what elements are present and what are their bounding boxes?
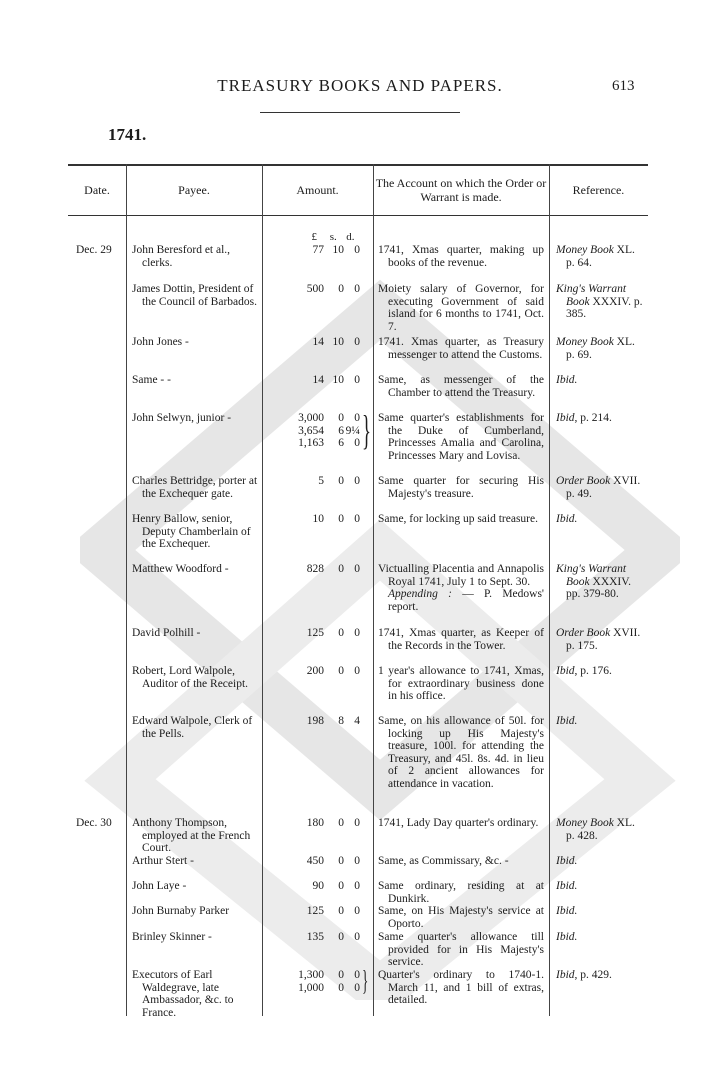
row-reference — [556, 855, 646, 868]
row-payee: John Jones - — [132, 336, 189, 348]
account-text: Same, as Commissary, &c. - — [378, 855, 509, 867]
pence-unit: d. — [346, 231, 355, 243]
reference-detail: XXXIV. pp. 379-80. — [566, 575, 631, 600]
amount-brace: } — [362, 407, 371, 453]
page-number: 613 — [612, 78, 635, 94]
row-payee: Matthew Woodford - — [132, 563, 229, 575]
row-amount — [280, 475, 360, 488]
row-account — [378, 715, 544, 790]
row-amount — [280, 563, 360, 576]
column-header-reference: Reference. — [572, 183, 625, 198]
row-payee: Robert, Lord Walpole, Auditor of the Receipt. — [132, 665, 249, 690]
amount-shillings: 10 — [332, 244, 344, 256]
reference-book: Ibid. — [556, 715, 578, 727]
amount-pounds: 1,163 — [298, 437, 324, 449]
row-payee: John Burnaby Parker — [132, 905, 230, 917]
amount-pence: 0 — [354, 665, 360, 677]
amount-line — [280, 969, 360, 982]
amount-line — [280, 563, 360, 576]
row-account — [378, 283, 544, 333]
row-account — [378, 855, 544, 868]
amount-pence: 0 — [354, 627, 360, 639]
year-heading: 1741. — [108, 125, 147, 144]
row-reference — [556, 336, 646, 361]
amount-shillings: 10 — [332, 374, 344, 386]
amount-shillings: 6 — [338, 437, 344, 449]
amount-pounds: 200 — [306, 665, 324, 677]
reference-detail: , p. 429. — [574, 969, 612, 981]
row-reference — [556, 563, 646, 601]
column-header-amount: Amount. — [296, 183, 339, 198]
appending-text: — P. Medows' report. — [388, 588, 544, 613]
reference-detail: , p. 176. — [574, 665, 612, 677]
row-amount — [280, 931, 360, 944]
row-reference — [556, 969, 646, 982]
amount-pounds: 3,654 — [298, 424, 324, 437]
row-payee: Henry Ballow, senior, Deputy Chamberlain of the Exchequer. — [132, 513, 251, 550]
row-account — [378, 412, 544, 462]
amount-shillings: 0 — [338, 817, 344, 829]
row-amount — [280, 965, 369, 997]
amount-pounds: 1,000 — [298, 981, 324, 994]
account-text: Same, as messenger of the Chamber to attend the Treasury. — [378, 374, 544, 399]
row-account — [378, 880, 544, 905]
amount-pence: 0 — [354, 563, 360, 575]
reference-book: Order Book — [556, 627, 611, 639]
amount-shillings: 0 — [338, 880, 344, 892]
column-divider — [262, 164, 263, 1016]
amount-pounds: 198 — [306, 715, 324, 727]
row-reference — [556, 880, 646, 893]
reference-book: Order Book — [556, 475, 611, 487]
row-amount — [280, 905, 360, 918]
row-amount — [280, 855, 360, 868]
column-divider — [549, 164, 550, 1016]
account-text: Same, for locking up said treasure. — [378, 513, 538, 525]
amount-line — [280, 336, 360, 349]
amount-pounds: 90 — [312, 880, 324, 892]
row-payee: John Laye - — [132, 880, 187, 892]
amount-line — [280, 931, 360, 944]
amount-pounds: 125 — [306, 905, 324, 917]
row-payee: Anthony Thompson, employed at the French Court. — [132, 817, 251, 854]
row-amount — [280, 336, 360, 349]
amount-shillings: 8 — [338, 715, 344, 727]
row-reference — [556, 244, 646, 269]
amount-line — [280, 374, 360, 387]
amount-line — [280, 244, 360, 257]
row-amount — [280, 817, 360, 830]
amount-pounds: 828 — [306, 563, 324, 575]
reference-book: Money Book — [556, 244, 614, 256]
row-amount — [280, 244, 360, 257]
row-payee: James Dottin, President of the Council of Barbados. — [132, 283, 257, 308]
appending-label: Appending : — [388, 588, 452, 600]
amount-pounds: 77 — [312, 244, 324, 256]
amount-pounds: 3,000 — [298, 412, 324, 424]
amount-pounds: 125 — [306, 627, 324, 639]
amount-pounds: 180 — [306, 817, 324, 829]
row-amount — [280, 627, 360, 640]
account-text: Same quarter's establishments for the Duke of Cumberland, Princesses Amalia and Carolina, Princesses Mary and Lovisa. — [378, 412, 544, 462]
reference-detail: XL. p. 64. — [566, 244, 635, 269]
amount-pence: 0 — [354, 905, 360, 917]
row-account — [378, 244, 544, 269]
row-reference — [556, 905, 646, 918]
amount-shillings: 6 — [338, 424, 344, 437]
row-account — [378, 513, 544, 526]
account-text: 1741, Xmas quarter, as Keeper of the Records in the Tower. — [378, 627, 544, 652]
row-account — [378, 563, 544, 613]
row-account — [378, 905, 544, 930]
column-header-date: Date. — [84, 183, 110, 198]
row-reference — [556, 475, 646, 500]
amount-pence: 4 — [354, 715, 360, 727]
reference-book: Ibid. — [556, 905, 578, 917]
amount-pence: 0 — [354, 374, 360, 386]
amount-line — [280, 425, 360, 438]
currency-units — [300, 231, 355, 243]
amount-pence: 0 — [354, 283, 360, 295]
table-top-rule — [68, 164, 648, 166]
account-text: 1741, Xmas quarter, making up books of the revenue. — [378, 244, 544, 269]
row-amount — [280, 715, 360, 728]
amount-pence: 0 — [354, 981, 360, 994]
row-reference — [556, 931, 646, 944]
row-amount — [280, 374, 360, 387]
row-amount — [280, 513, 360, 526]
row-account — [378, 475, 544, 500]
amount-line — [280, 905, 360, 918]
amount-shillings: 0 — [338, 931, 344, 943]
row-date: Dec. 30 — [76, 817, 112, 829]
amount-pence: 0 — [354, 437, 360, 449]
account-text: Same quarter for securing His Majesty's treasure. — [378, 475, 544, 500]
account-text: Same ordinary, residing at at Dunkirk. — [378, 880, 544, 905]
account-text: Same, on His Majesty's service at Oporto. — [378, 905, 544, 930]
amount-line — [280, 715, 360, 728]
amount-shillings: 0 — [338, 969, 344, 981]
amount-pounds: 14 — [312, 336, 324, 348]
reference-detail: , p. 214. — [574, 412, 612, 424]
row-payee: Same - - — [132, 374, 171, 386]
account-text: 1741. Xmas quarter, as Treasury messenger to attend the Customs. — [378, 336, 544, 361]
reference-book: Money Book — [556, 817, 614, 829]
amount-shillings: 0 — [338, 563, 344, 575]
row-payee: Brinley Skinner - — [132, 931, 212, 943]
amount-line — [280, 283, 360, 296]
amount-pounds: 135 — [306, 931, 324, 943]
amount-pence: 0 — [354, 969, 360, 981]
row-reference — [556, 715, 646, 728]
account-text: Same, on his allowance of 50l. for locking up His Majesty's treasure, 100l. for attending the Treasury, and 45l. 8s. 4d. in lieu of 2 ancient allowances for attendance in vacation. — [378, 715, 544, 790]
amount-shillings: 0 — [338, 665, 344, 677]
row-reference — [556, 665, 646, 678]
amount-pence: 0 — [354, 475, 360, 487]
row-account — [378, 627, 544, 652]
pounds-unit: £ — [311, 231, 317, 243]
amount-pence: 0 — [354, 244, 360, 256]
account-text: Same quarter's allowance till provided for in His Majesty's service. — [378, 931, 544, 968]
amount-shillings: 0 — [338, 855, 344, 867]
amount-shillings: 0 — [338, 513, 344, 525]
row-account — [378, 336, 544, 361]
amount-line — [280, 817, 360, 830]
account-text: Moiety salary of Governor, for executing Government of said island for 6 months to 1741, Oct. 7. — [378, 283, 544, 333]
reference-detail: XVII. p. 49. — [566, 475, 641, 500]
row-account — [378, 931, 544, 969]
amount-line — [280, 475, 360, 488]
amount-brace: } — [362, 965, 369, 997]
amount-pence: 0 — [354, 817, 360, 829]
reference-book: Ibid. — [556, 855, 578, 867]
account-text: 1741, Lady Day quarter's ordinary. — [378, 817, 539, 829]
amount-line — [280, 855, 360, 868]
row-payee: John Beresford et al., clerks. — [132, 244, 231, 269]
reference-detail: XL. p. 69. — [566, 336, 635, 361]
amount-shillings: 0 — [338, 627, 344, 639]
row-reference — [556, 412, 646, 425]
reference-book: King's Warrant Book — [556, 563, 627, 588]
header-rule — [260, 112, 460, 113]
table-header-rule — [68, 215, 648, 216]
amount-pence: 0 — [354, 880, 360, 892]
row-reference — [556, 817, 646, 842]
row-reference — [556, 627, 646, 652]
amount-line — [280, 982, 360, 995]
reference-detail: XVII. p. 175. — [566, 627, 641, 652]
column-header-payee: Payee. — [178, 183, 210, 198]
account-text: Victualling Placentia and Annapolis Royal 1741, July 1 to Sept. 30. — [378, 563, 544, 588]
column-header-account: The Account on which the Order or Warrant is made. — [375, 176, 547, 204]
amount-shillings: 0 — [338, 412, 344, 424]
reference-book: Ibid. — [556, 931, 578, 943]
amount-line — [280, 437, 360, 450]
row-amount — [280, 407, 371, 453]
amount-pence: 9¼ — [345, 424, 360, 437]
amount-shillings: 0 — [338, 283, 344, 295]
row-amount — [280, 880, 360, 893]
row-payee: Charles Bettridge, porter at the Exchequer gate. — [132, 475, 258, 500]
amount-pence: 0 — [354, 412, 360, 424]
row-payee: David Polhill - — [132, 627, 201, 639]
row-amount — [280, 283, 360, 296]
amount-shillings: 10 — [332, 336, 344, 348]
reference-book: Money Book — [556, 336, 614, 348]
reference-book: Ibid — [556, 969, 575, 981]
amount-shillings: 0 — [338, 475, 344, 487]
account-text: 1 year's allowance to 1741, Xmas, for extraordinary business done in his office. — [378, 665, 544, 702]
row-payee: Executors of Earl Waldegrave, late Ambassador, &c. to France. — [132, 969, 234, 1019]
reference-detail: XL. p. 428. — [566, 817, 635, 842]
amount-pounds: 500 — [306, 283, 324, 295]
reference-detail: XXXIV. p. 385. — [566, 295, 643, 320]
running-title: TREASURY BOOKS AND PAPERS. — [217, 76, 503, 95]
row-payee: John Selwyn, junior - — [132, 412, 232, 424]
amount-line — [280, 665, 360, 678]
amount-pence: 0 — [354, 336, 360, 348]
amount-pounds: 450 — [306, 855, 324, 867]
row-payee: Arthur Stert - — [132, 855, 194, 867]
amount-shillings: 0 — [338, 981, 344, 994]
reference-book: King's Warrant Book — [556, 283, 627, 308]
amount-pence: 0 — [354, 855, 360, 867]
row-account — [378, 817, 544, 830]
row-account — [378, 969, 544, 1007]
amount-pounds: 10 — [312, 513, 324, 525]
amount-pounds: 14 — [312, 374, 324, 386]
row-amount — [280, 665, 360, 678]
reference-book: Ibid — [556, 665, 575, 677]
amount-pounds: 5 — [318, 475, 324, 487]
amount-line — [280, 880, 360, 893]
row-reference — [556, 513, 646, 526]
row-reference — [556, 283, 646, 321]
row-date: Dec. 29 — [76, 244, 112, 256]
reference-book: Ibid. — [556, 880, 578, 892]
amount-line — [280, 513, 360, 526]
reference-book: Ibid. — [556, 513, 578, 525]
amount-pounds: 1,300 — [298, 969, 324, 981]
amount-pence: 0 — [354, 931, 360, 943]
row-account — [378, 665, 544, 703]
row-payee: Edward Walpole, Clerk of the Pells. — [132, 715, 253, 740]
column-divider — [373, 164, 374, 1016]
amount-shillings: 0 — [338, 905, 344, 917]
column-divider — [126, 216, 127, 1016]
reference-book: Ibid. — [556, 374, 578, 386]
running-head — [0, 74, 721, 104]
amount-line — [280, 412, 360, 425]
shillings-unit: s. — [329, 231, 337, 243]
account-text: Quarter's ordinary to 1740-1. March 11, and 1 bill of extras, detailed. — [378, 969, 544, 1006]
row-reference — [556, 374, 646, 387]
reference-book: Ibid — [556, 412, 575, 424]
amount-line — [280, 627, 360, 640]
amount-pence: 0 — [354, 513, 360, 525]
row-account — [378, 374, 544, 399]
